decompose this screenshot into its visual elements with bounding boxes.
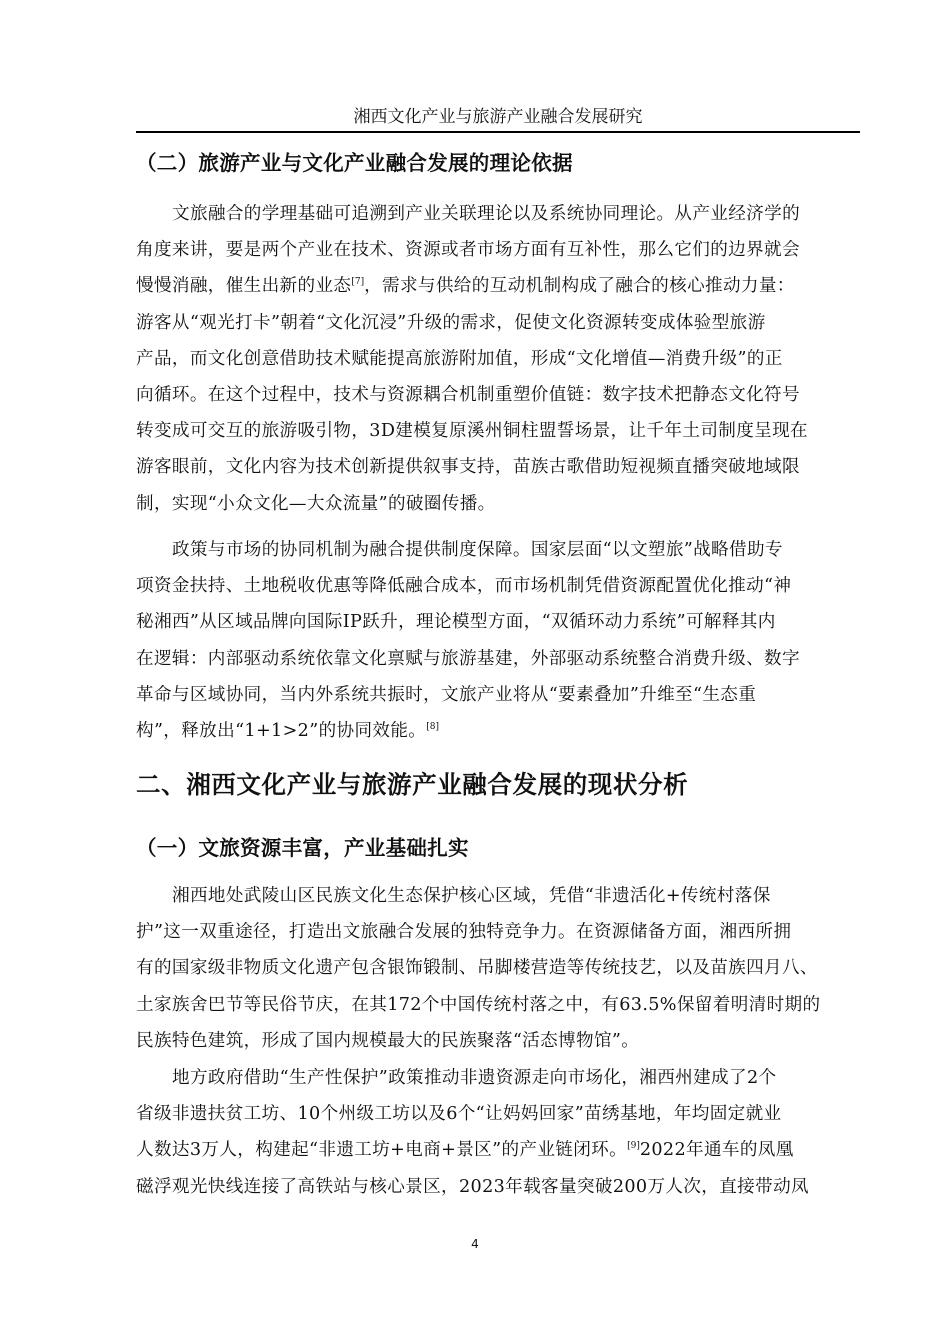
paragraph-line: 游客从“观光打卡”朝着“文化沉浸”升级的需求，促使文化资源转变成体验型旅游 [136,312,766,333]
paragraph-line: 革命与区域协同，当内外系统共振时，文旅产业将从“要素叠加”升维至“生态重 [136,684,757,705]
citation-ref[interactable]: [9] [627,1141,640,1152]
paragraph-line: 有的国家级非物质文化遗产包含银饰锻制、吊脚楼营造等传统技艺，以及苗族四月八、 [136,958,818,979]
citation-ref[interactable]: [8] [426,722,439,733]
paragraph-line: 角度来讲，要是两个产业在技术、资源或者市场方面有互补性，那么它们的边界就会 [136,240,800,261]
paragraph-line: 游客眼前，文化内容为技术创新提供叙事支持，苗族古歌借助短视频直播突破地域限 [136,457,800,478]
paragraph-line: 政策与市场的协同机制为融合提供制度保障。国家层面“以文塑旅”战略借助专 [172,540,783,560]
paragraph-line: 地方政府借助“生产性保护”政策推动非遗资源走向市场化，湘西州建成了2个 [172,1068,777,1088]
paragraph-line: 转变成可交互的旅游吸引物，3D建模复原溪州铜柱盟誓场景，让千年土司制度呈现在 [136,421,808,442]
citation-ref[interactable]: [7] [351,277,365,288]
section-heading-2-1: （一）文旅资源丰富，产业基础扎实 [136,836,469,860]
paragraph-line: 构”，释放出“1+1>2”的协同效能。[8] [136,721,439,742]
running-header: 湘西文化产业与旅游产业融合发展研究 [353,107,643,127]
paragraph-line: 湘西地处武陵山区民族文化生态保护核心区域，凭借“非遗活化+传统村落保 [172,886,771,906]
section-heading-1-2: （二）旅游产业与文化产业融合发展的理论依据 [136,151,573,175]
paragraph-line: 土家族舍巴节等民俗节庆，在其172个中国传统村落之中，有63.5%保留着明清时期的 [136,994,821,1015]
paragraph-line: 护”这一双重途径，打造出文旅融合发展的独特竞争力。在资源储备方面，湘西所拥 [136,922,792,943]
paragraph-line: 民族特色建筑，形成了国内规模最大的民族聚落“活态博物馆”。 [136,1030,640,1051]
paragraph-2 [136,532,860,749]
paragraph-line: 文旅融合的学理基础可追溯到产业关联理论以及系统协同理论。从产业经济学的 [172,204,801,224]
paragraph-line: 制，实现“小众文化—大众流量”的破圈传播。 [136,493,496,514]
paragraph-line: 人数达3万人，构建起“非遗工坊+电商+景区”的产业链闭环。[9]2022年通车的凤凰 [136,1140,794,1161]
paragraph-3 [136,878,860,1059]
paragraph-line: 磁浮观光快线连接了高铁站与核心景区，2023年载客量突破200万人次，直接带动凤 [136,1176,809,1197]
chapter-heading-2: 二、湘西文化产业与旅游产业融合发展的现状分析 [136,770,689,799]
paragraph-line: 产品，而文化创意借助技术赋能提高旅游附加值，形成“文化增值—消费升级”的正 [136,348,783,369]
page-number: 4 [471,1237,479,1251]
paragraph-1 [136,196,860,522]
paragraph-line: 项资金扶持、土地税收优惠等降低融合成本，而市场机制凭借资源配置优化推动“神 [136,576,792,597]
paragraph-4 [136,1060,860,1205]
paragraph-line: 慢慢消融，催生出新的业态[7]，需求与供给的互动机制构成了融合的核心推动力量： [136,276,795,297]
paragraph-line: 秘湘西”从区域品牌向国际IP跃升，理论模型方面，“双循环动力系统”可解释其内 [136,612,776,633]
paragraph-line: 省级非遗扶贫工坊、10个州级工坊以及6个“让妈妈回家”苗绣基地，年均固定就业 [136,1104,782,1125]
paragraph-line: 在逻辑：内部驱动系统依靠文化禀赋与旅游基建，外部驱动系统整合消费升级、数字 [136,648,800,669]
paragraph-line: 向循环。在这个过程中，技术与资源耦合机制重塑价值链：数字技术把静态文化符号 [136,385,800,406]
header-rule [136,131,860,133]
